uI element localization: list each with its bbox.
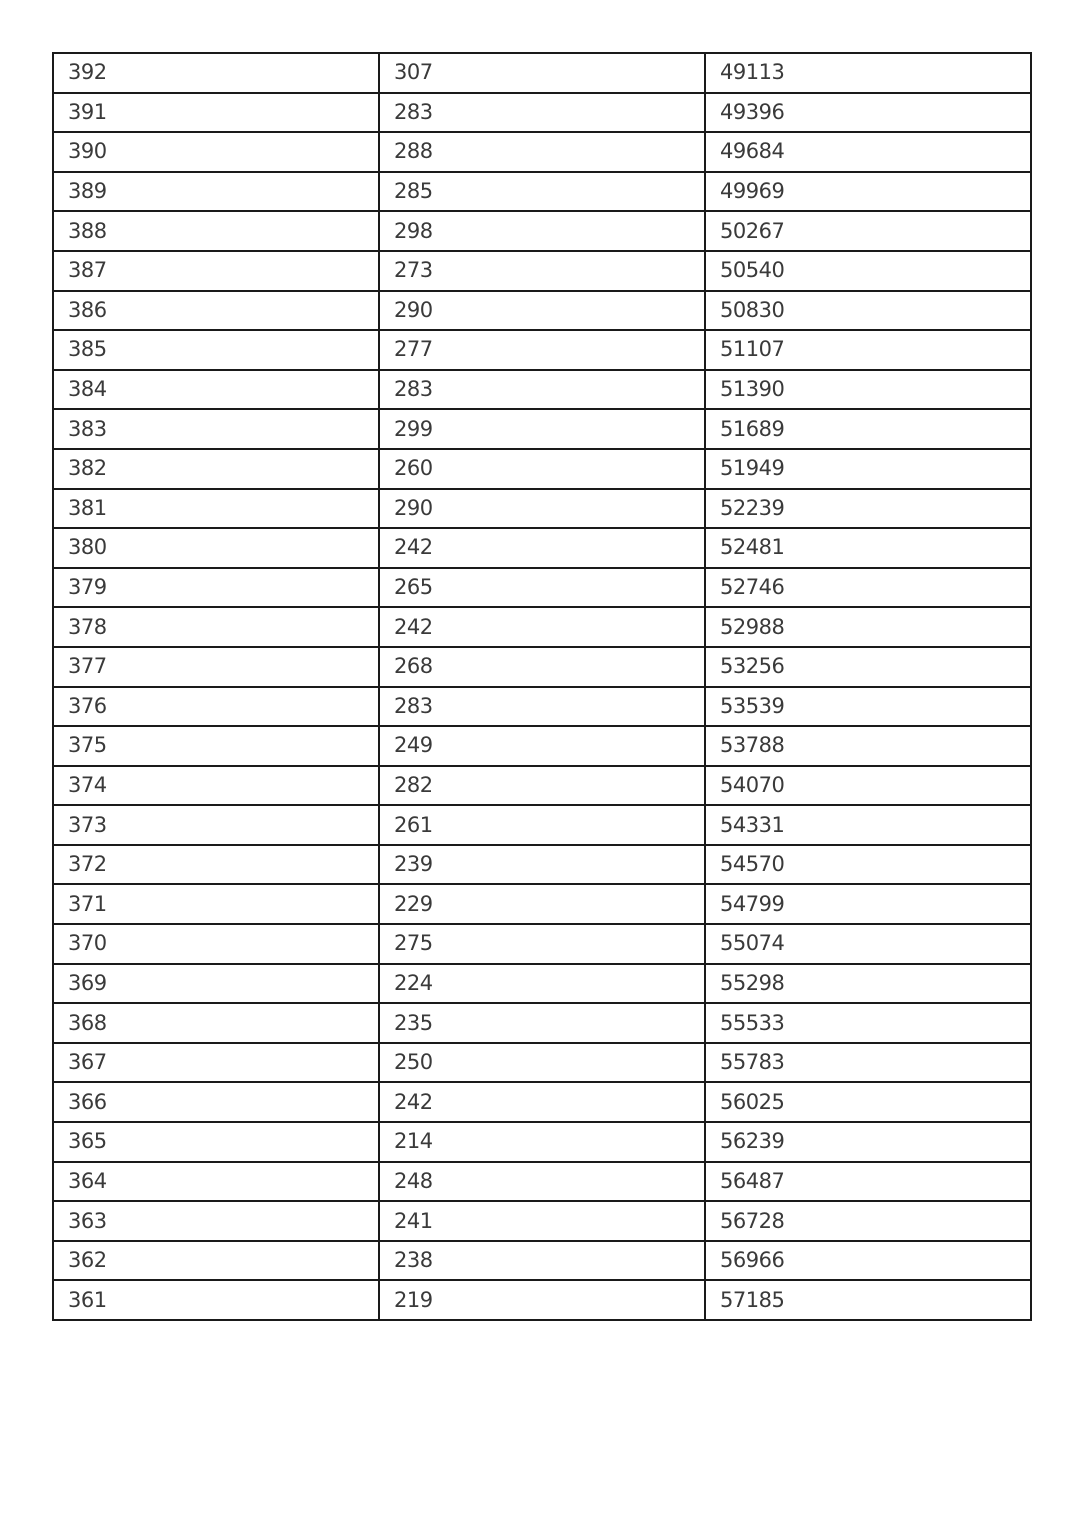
count-cell: 260 [379,449,705,489]
score-cell: 372 [53,845,379,885]
cumulative-cell: 51949 [705,449,1031,489]
cumulative-cell: 51390 [705,370,1031,410]
cumulative-cell: 56487 [705,1162,1031,1202]
cumulative-cell: 55533 [705,1003,1031,1043]
table-row [53,1201,1031,1241]
count-cell: 214 [379,1122,705,1162]
cumulative-cell: 56966 [705,1241,1031,1281]
table-row [53,53,1031,93]
count-cell: 265 [379,568,705,608]
count-cell: 235 [379,1003,705,1043]
cumulative-cell: 54331 [705,805,1031,845]
table-row [53,766,1031,806]
count-cell: 299 [379,409,705,449]
cumulative-cell: 54799 [705,884,1031,924]
cumulative-cell: 50540 [705,251,1031,291]
score-cell: 367 [53,1043,379,1083]
table-row [53,845,1031,885]
score-cell: 386 [53,291,379,331]
cumulative-cell: 50830 [705,291,1031,331]
table-row [53,528,1031,568]
table-row [53,251,1031,291]
cumulative-cell: 53539 [705,687,1031,727]
cumulative-cell: 55298 [705,964,1031,1004]
count-cell: 283 [379,93,705,133]
score-cell: 366 [53,1082,379,1122]
table-row [53,291,1031,331]
score-cell: 387 [53,251,379,291]
cumulative-cell: 52239 [705,489,1031,529]
score-cell: 392 [53,53,379,93]
table-row [53,964,1031,1004]
count-cell: 249 [379,726,705,766]
table-row [53,370,1031,410]
score-cell: 376 [53,687,379,727]
count-cell: 290 [379,291,705,331]
count-cell: 250 [379,1043,705,1083]
count-cell: 273 [379,251,705,291]
cumulative-cell: 54070 [705,766,1031,806]
cumulative-cell: 49969 [705,172,1031,212]
count-cell: 277 [379,330,705,370]
count-cell: 219 [379,1280,705,1320]
score-cell: 365 [53,1122,379,1162]
cumulative-cell: 55783 [705,1043,1031,1083]
table-row [53,1003,1031,1043]
cumulative-cell: 54570 [705,845,1031,885]
table-row [53,568,1031,608]
cumulative-cell: 52746 [705,568,1031,608]
score-cell: 375 [53,726,379,766]
table-row [53,726,1031,766]
count-cell: 283 [379,687,705,727]
count-cell: 224 [379,964,705,1004]
count-cell: 268 [379,647,705,687]
cumulative-cell: 53256 [705,647,1031,687]
cumulative-cell: 56239 [705,1122,1031,1162]
score-cell: 368 [53,1003,379,1043]
count-cell: 242 [379,1082,705,1122]
count-cell: 239 [379,845,705,885]
table-row [53,884,1031,924]
score-cell: 380 [53,528,379,568]
table-row [53,409,1031,449]
count-cell: 261 [379,805,705,845]
table-row [53,1082,1031,1122]
score-cell: 374 [53,766,379,806]
table-row [53,132,1031,172]
table-row [53,1162,1031,1202]
count-cell: 290 [379,489,705,529]
table-row [53,1280,1031,1320]
table-row [53,489,1031,529]
cumulative-cell: 56728 [705,1201,1031,1241]
score-cell: 377 [53,647,379,687]
score-cell: 362 [53,1241,379,1281]
count-cell: 275 [379,924,705,964]
cumulative-cell: 51689 [705,409,1031,449]
score-cell: 371 [53,884,379,924]
score-cell: 389 [53,172,379,212]
table-row [53,211,1031,251]
score-cell: 391 [53,93,379,133]
count-cell: 229 [379,884,705,924]
table-row [53,1043,1031,1083]
score-cell: 364 [53,1162,379,1202]
table-row [53,93,1031,133]
cumulative-cell: 53788 [705,726,1031,766]
score-cell: 378 [53,607,379,647]
table-body [53,53,1031,1320]
table-row [53,805,1031,845]
score-cell: 384 [53,370,379,410]
count-cell: 242 [379,607,705,647]
cumulative-cell: 49684 [705,132,1031,172]
count-cell: 238 [379,1241,705,1281]
cumulative-cell: 56025 [705,1082,1031,1122]
cumulative-cell: 52481 [705,528,1031,568]
score-cell: 382 [53,449,379,489]
table-row [53,607,1031,647]
cumulative-cell: 49113 [705,53,1031,93]
count-cell: 288 [379,132,705,172]
table-row [53,647,1031,687]
count-cell: 283 [379,370,705,410]
table-row [53,172,1031,212]
score-cell: 361 [53,1280,379,1320]
score-cell: 363 [53,1201,379,1241]
table-row [53,924,1031,964]
count-cell: 242 [379,528,705,568]
score-distribution-table [52,52,1032,1321]
cumulative-cell: 51107 [705,330,1031,370]
score-cell: 390 [53,132,379,172]
table-row [53,1122,1031,1162]
score-cell: 381 [53,489,379,529]
score-cell: 379 [53,568,379,608]
count-cell: 285 [379,172,705,212]
cumulative-cell: 55074 [705,924,1031,964]
table-row [53,1241,1031,1281]
score-cell: 369 [53,964,379,1004]
score-cell: 383 [53,409,379,449]
cumulative-cell: 57185 [705,1280,1031,1320]
table-row [53,330,1031,370]
count-cell: 307 [379,53,705,93]
cumulative-cell: 49396 [705,93,1031,133]
score-cell: 370 [53,924,379,964]
score-cell: 385 [53,330,379,370]
count-cell: 241 [379,1201,705,1241]
table-row [53,687,1031,727]
score-cell: 388 [53,211,379,251]
count-cell: 298 [379,211,705,251]
score-cell: 373 [53,805,379,845]
cumulative-cell: 52988 [705,607,1031,647]
table-row [53,449,1031,489]
count-cell: 282 [379,766,705,806]
count-cell: 248 [379,1162,705,1202]
cumulative-cell: 50267 [705,211,1031,251]
